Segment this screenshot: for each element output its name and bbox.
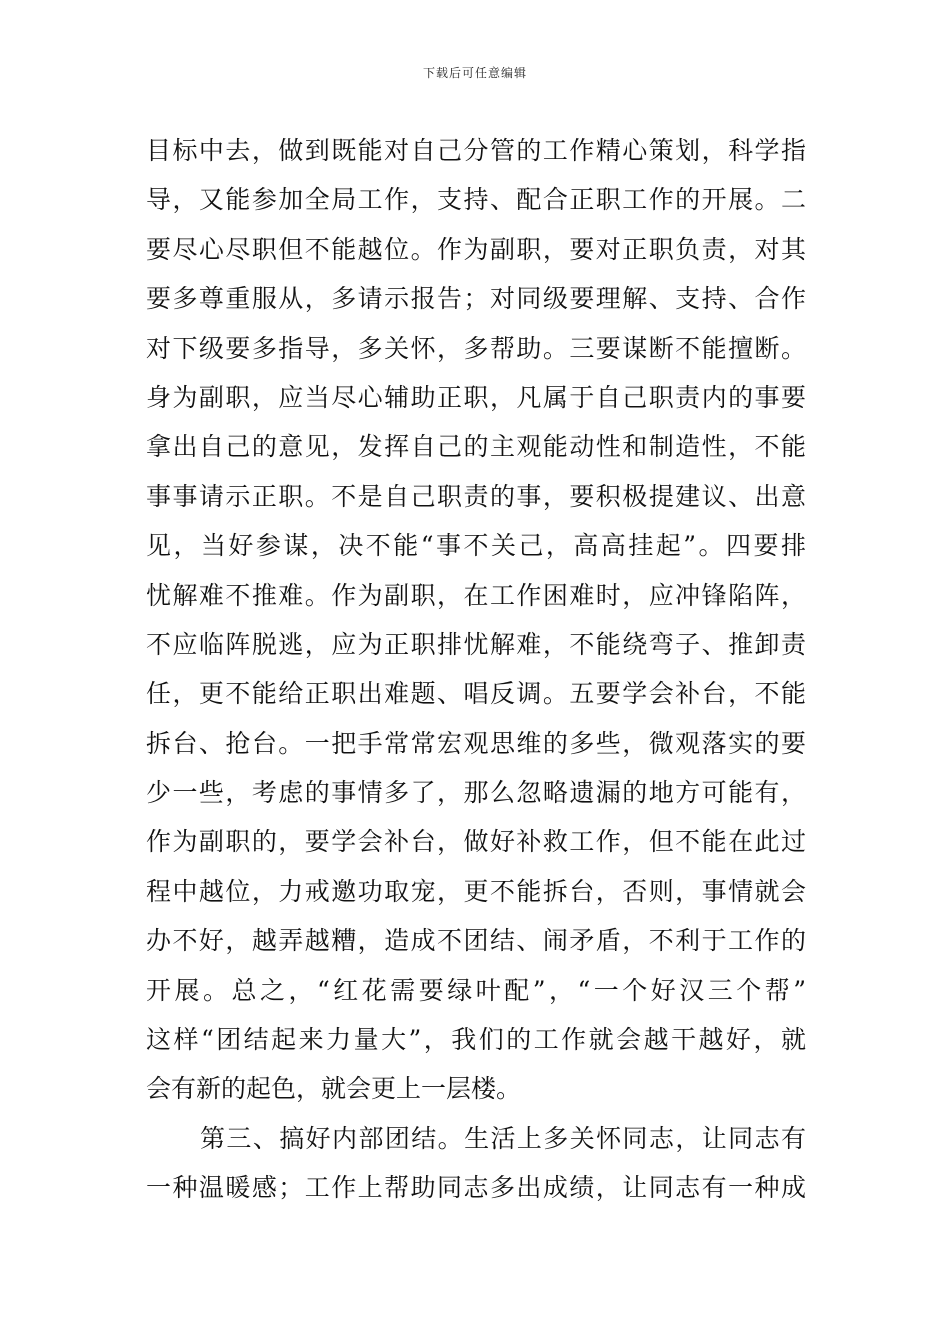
text-line: 程中越位，力戒邀功取宠，更不能拆台，否则，事情就会	[146, 876, 806, 906]
text-line: 不应临阵脱逃，应为正职排忧解难，不能绕弯子、推卸责	[146, 629, 806, 659]
text-line: 会有新的起色，就会更上一层楼。	[146, 1074, 522, 1104]
text-line: 拿出自己的意见，发挥自己的主观能动性和制造性，不能	[146, 432, 806, 462]
text-line: 一种温暖感；工作上帮助同志多出成绩，让同志有一种成	[146, 1173, 806, 1203]
text-line: 任，更不能给正职出难题、唱反调。五要学会补台，不能	[146, 679, 806, 709]
page-header: 下载后可任意编辑	[422, 66, 527, 80]
text-line: 身为副职，应当尽心辅助正职，凡属于自己职责内的事要	[146, 382, 806, 412]
text-line: 导，又能参加全局工作，支持、配合正职工作的开展。二	[146, 185, 806, 215]
text-line: 第三、搞好内部团结。生活上多关怀同志，让同志有	[200, 1123, 806, 1153]
text-line: 开展。总之，“红花需要绿叶配”，“一个好汉三个帮”	[146, 975, 806, 1005]
text-line: 对下级要多指导，多关怀，多帮助。三要谋断不能擅断。	[146, 333, 806, 363]
text-line: 见，当好参谋，决不能“事不关己，高高挂起”。四要排	[146, 531, 806, 561]
text-line: 少一些，考虑的事情多了，那么忽略遗漏的地方可能有，	[146, 778, 806, 808]
text-line: 拆台、抢台。一把手常常宏观思维的多些，微观落实的要	[146, 728, 806, 758]
text-line: 作为副职的，要学会补台，做好补救工作，但不能在此过	[146, 827, 806, 857]
text-line: 事事请示正职。不是自己职责的事，要积极提建议、出意	[146, 481, 806, 511]
paragraph-2	[146, 1114, 806, 1213]
text-line: 目标中去，做到既能对自己分管的工作精心策划，科学指	[146, 136, 806, 165]
text-line: 要多尊重服从，多请示报告；对同级要理解、支持、合作	[146, 284, 806, 314]
text-line: 忧解难不推难。作为副职，在工作困难时，应冲锋陷阵，	[146, 580, 806, 610]
paragraph-1	[146, 126, 806, 1114]
text-line: 要尽心尽职但不能越位。作为副职，要对正职负责，对其	[146, 234, 806, 264]
text-line: 这样“团结起来力量大”，我们的工作就会越干越好，就	[146, 1025, 806, 1055]
text-line: 办不好，越弄越糟，造成不团结、闹矛盾，不利于工作的	[146, 926, 806, 956]
body-text	[146, 126, 806, 1213]
